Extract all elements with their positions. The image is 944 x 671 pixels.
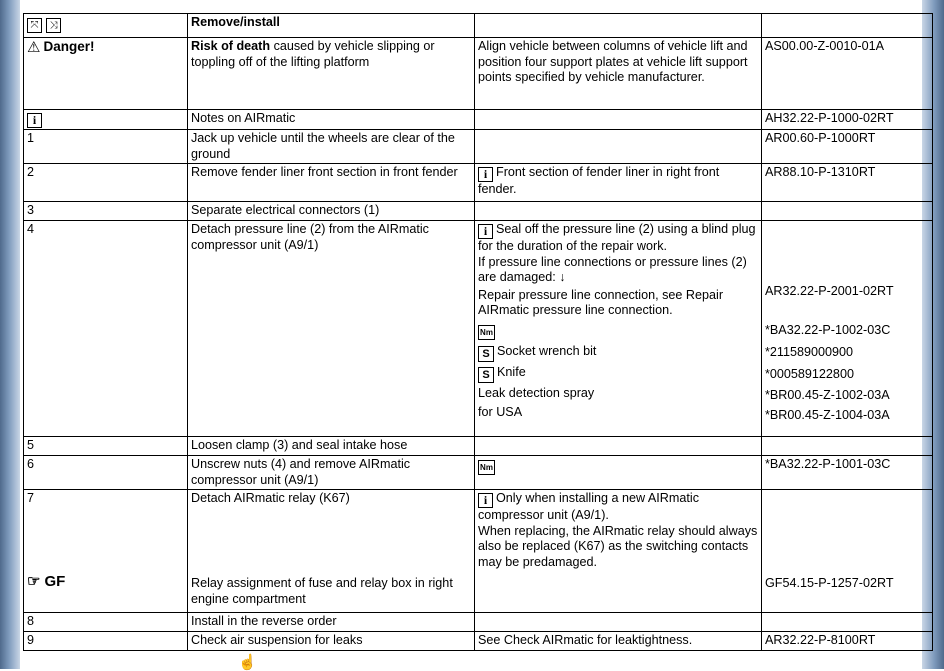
- gf-task: Relay assignment of fuse and relay box in right engine compartment: [191, 576, 453, 606]
- table-row: [24, 221, 933, 437]
- step-task: Detach AIRmatic relay (K67): [191, 491, 350, 505]
- step-task: Loosen clamp (3) and seal intake hose: [188, 437, 475, 456]
- step-task: Check air suspension for leaks: [188, 632, 475, 651]
- table-row: [24, 437, 933, 456]
- repair-note: Repair pressure line connection, see Repair AIRmatic pressure line connection.: [478, 287, 724, 317]
- table-row: [24, 38, 933, 110]
- special-tool-icon: S: [478, 367, 494, 383]
- tool-ref-link[interactable]: *000589122800: [765, 367, 854, 381]
- tool-ref-link[interactable]: *211589000900: [765, 345, 854, 359]
- step-note: Seal off the pressure line (2) using a blind plug for the duration of the repair work.: [478, 222, 756, 253]
- step-number: 4: [24, 221, 188, 437]
- step-task: Unscrew nuts (4) and remove AIRmatic compressor unit (A9/1): [188, 456, 475, 490]
- danger-ref-link[interactable]: AS00.00-Z-0010-01A: [762, 38, 933, 110]
- window-left-edge: [0, 0, 20, 669]
- table-row: [24, 490, 933, 613]
- step-number: 1: [24, 130, 188, 164]
- info-icon: i: [27, 113, 42, 128]
- table-row: [24, 613, 933, 632]
- notes-ref-link[interactable]: AH32.22-P-1000-02RT: [762, 110, 933, 130]
- table-row: [24, 164, 933, 202]
- step-number: 2: [24, 164, 188, 202]
- table-row: [24, 632, 933, 651]
- step-task: Jack up vehicle until the wheels are clear of the ground: [188, 130, 475, 164]
- torque-nm-icon: Nm: [478, 460, 495, 475]
- step-number: 3: [24, 202, 188, 221]
- danger-note: Align vehicle between columns of vehicle lift and position four support plates at vehicle lift support points specified by vehicle manufacturer.: [475, 38, 762, 110]
- table-header-row: [24, 14, 933, 38]
- hand-cursor-icon: ☝: [238, 654, 257, 671]
- step-number: 7: [27, 491, 35, 505]
- step-ref-link[interactable]: AR00.60-P-1000RT: [762, 130, 933, 164]
- procedure-table: [23, 13, 933, 651]
- danger-label-cell: [24, 38, 188, 110]
- step-note: When replacing, the AIRmatic relay should always also be replaced (K67) as the switching contacts may be predamaged.: [478, 523, 758, 569]
- step-task: Install in the reverse order: [188, 613, 475, 632]
- step-number: 9: [24, 632, 188, 651]
- tool-name: Socket wrench bit: [497, 343, 597, 358]
- step-task: Detach pressure line (2) from the AIRmatic compressor unit (A9/1): [188, 221, 475, 437]
- tool-name: Knife: [497, 364, 526, 379]
- torque-nm-icon: Nm: [478, 325, 495, 340]
- pointing-hand-icon: ☞: [27, 573, 41, 590]
- step-number: 6: [24, 456, 188, 490]
- table-row: [24, 130, 933, 164]
- step-ref-link[interactable]: *BA32.22-P-1001-03C: [762, 456, 933, 490]
- table-row: [24, 110, 933, 130]
- spray-ref-link[interactable]: *BR00.45-Z-1002-03A: [765, 388, 890, 402]
- step-ref-link[interactable]: AR32.22-P-8100RT: [762, 632, 933, 651]
- torque-ref-link[interactable]: *BA32.22-P-1002-03C: [765, 323, 891, 337]
- info-icon: i: [478, 493, 493, 508]
- step-note: Only when installing a new AIRmatic compressor unit (A9/1).: [478, 491, 699, 522]
- spray-name: Leak detection spray: [478, 385, 595, 400]
- step-task: Separate electrical connectors (1): [188, 202, 475, 221]
- usa-ref-link[interactable]: *BR00.45-Z-1004-03A: [765, 408, 890, 422]
- info-icon: i: [478, 224, 493, 239]
- usa-label: for USA: [478, 404, 523, 419]
- step-task: Remove fender liner front section in front fender: [188, 164, 475, 202]
- special-tool-icon: S: [478, 346, 494, 362]
- step-note-link[interactable]: See Check AIRmatic for leaktightness.: [475, 632, 762, 651]
- risk-bold-text: Risk of death: [191, 39, 271, 53]
- danger-label: Danger!: [43, 39, 95, 54]
- collapse-icon[interactable]: ⤨: [46, 18, 61, 33]
- step-number: 5: [24, 437, 188, 456]
- notes-task: Notes on AIRmatic: [188, 110, 475, 130]
- step-number: 8: [24, 613, 188, 632]
- gf-ref-link[interactable]: GF54.15-P-1257-02RT: [765, 576, 894, 590]
- step-ref-link[interactable]: AR88.10-P-1310RT: [762, 164, 933, 202]
- info-icon: i: [478, 167, 493, 182]
- header-icons-cell: [24, 14, 188, 38]
- table-row: [24, 456, 933, 490]
- expand-icon[interactable]: ⤧: [27, 18, 42, 33]
- document-page: [20, 0, 922, 669]
- step-note: If pressure line connections or pressure lines (2) are damaged: ↓: [478, 254, 747, 284]
- step-note: Front section of fender liner in right front fender.: [478, 165, 720, 196]
- gf-label: GF: [44, 573, 66, 590]
- table-row: [24, 202, 933, 221]
- risk-text: caused by vehicle slipping or toppling off of the lifting platform: [191, 39, 435, 69]
- warning-triangle-icon: ⚠: [27, 39, 41, 56]
- header-title: Remove/install: [188, 14, 475, 38]
- repair-ref-link[interactable]: AR32.22-P-2001-02RT: [765, 284, 894, 298]
